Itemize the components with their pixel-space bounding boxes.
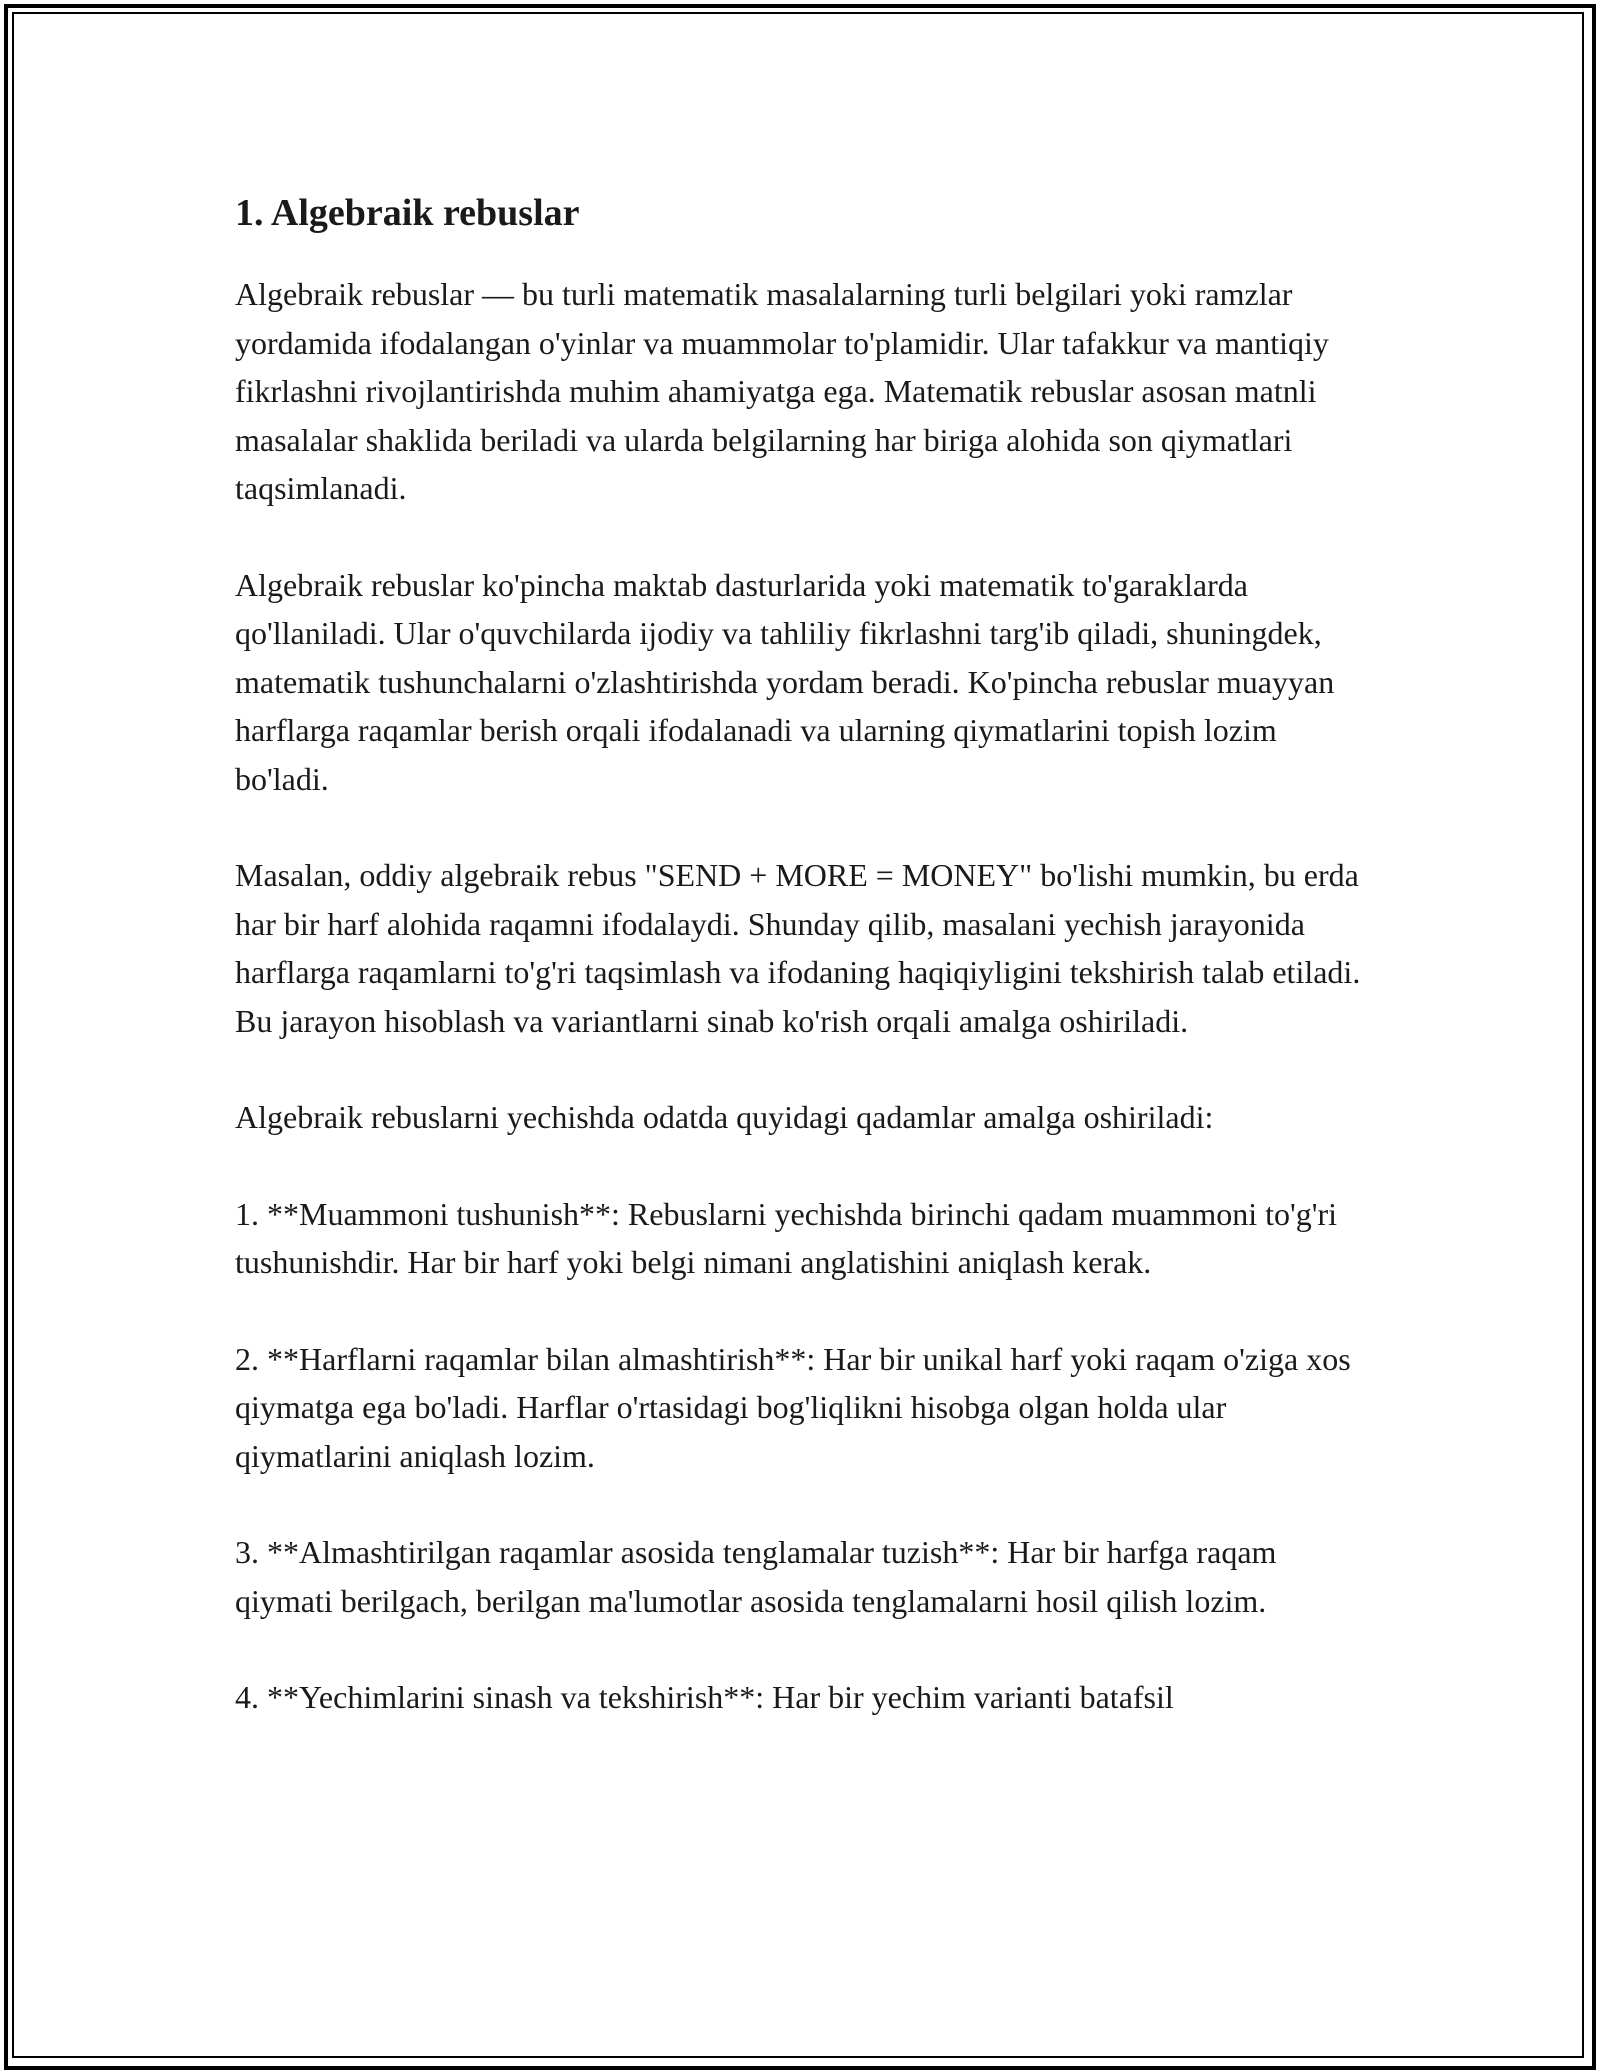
paragraph-usage: Algebraik rebuslar ko'pincha maktab dasturlarida yoki matematik to'garaklarda qo'llaniladi. Ular o'quvchilarda ijodiy va tahliliy fikrlashni targ'ib qiladi, shuningdek, matematik tushunchalarni o'zlashtirishda yordam beradi. Ko'pincha rebuslar muayyan harflarga raqamlar berish orqali ifodalanadi va ularning qiymatlarini topish lozim bo'ladi. [235,566,1335,797]
document-body [235,186,1365,1722]
step-4: 4. **Yechimlarini sinash va tekshirish**: Har bir yechim varianti batafsil [235,1679,1174,1715]
step-1: 1. **Muammoni tushunish**: Rebuslarni yechishda birinchi qadam muammoni to'g'ri tushunishdir. Har bir harf yoki belgi nimani anglatishini aniqlash kerak. [235,1195,1338,1280]
step-2: 2. **Harflarni raqamlar bilan almashtirish**: Har bir unikal harf yoki raqam o'ziga xos qiymatga ega bo'ladi. Harflar o'rtasidagi bog'liqlikni hisobga olgan holda ular qiymatlarini aniqlash lozim. [235,1340,1351,1474]
paragraph-example: Masalan, oddiy algebraik rebus "SEND + MORE = MONEY" bo'lishi mumkin, bu erda har bir harf alohida raqamni ifodalaydi. Shunday qilib, masalani yechish jarayonida harflarga raqamlarni to'g'ri taqsimlash va ifodaning haqiqiyligini tekshirish talab etiladi. Bu jarayon hisoblash va variantlarni sinab ko'rish orqali amalga oshiriladi. [235,857,1361,1039]
paragraph-intro: Algebraik rebuslar — bu turli matematik masalalarning turli belgilari yoki ramzlar yordamida ifodalangan o'yinlar va muammolar to'plamidir. Ular tafakkur va mantiqiy fikrlashni rivojlantirishda muhim ahamiyatga ega. Matematik rebuslar asosan matnli masalalar shaklida beriladi va ularda belgilarning har biriga alohida son qiymatlari taqsimlanadi. [235,276,1329,506]
step-3: 3. **Almashtirilgan raqamlar asosida tenglamalar tuzish**: Har bir harfga raqam qiymati berilgach, berilgan ma'lumotlar asosida tenglamalarni hosil qilish lozim. [235,1534,1277,1619]
paragraph-steps-intro: Algebraik rebuslarni yechishda odatda quyidagi qadamlar amalga oshiriladi: [235,1099,1214,1135]
section-heading: 1. Algebraik rebuslar [235,192,580,234]
